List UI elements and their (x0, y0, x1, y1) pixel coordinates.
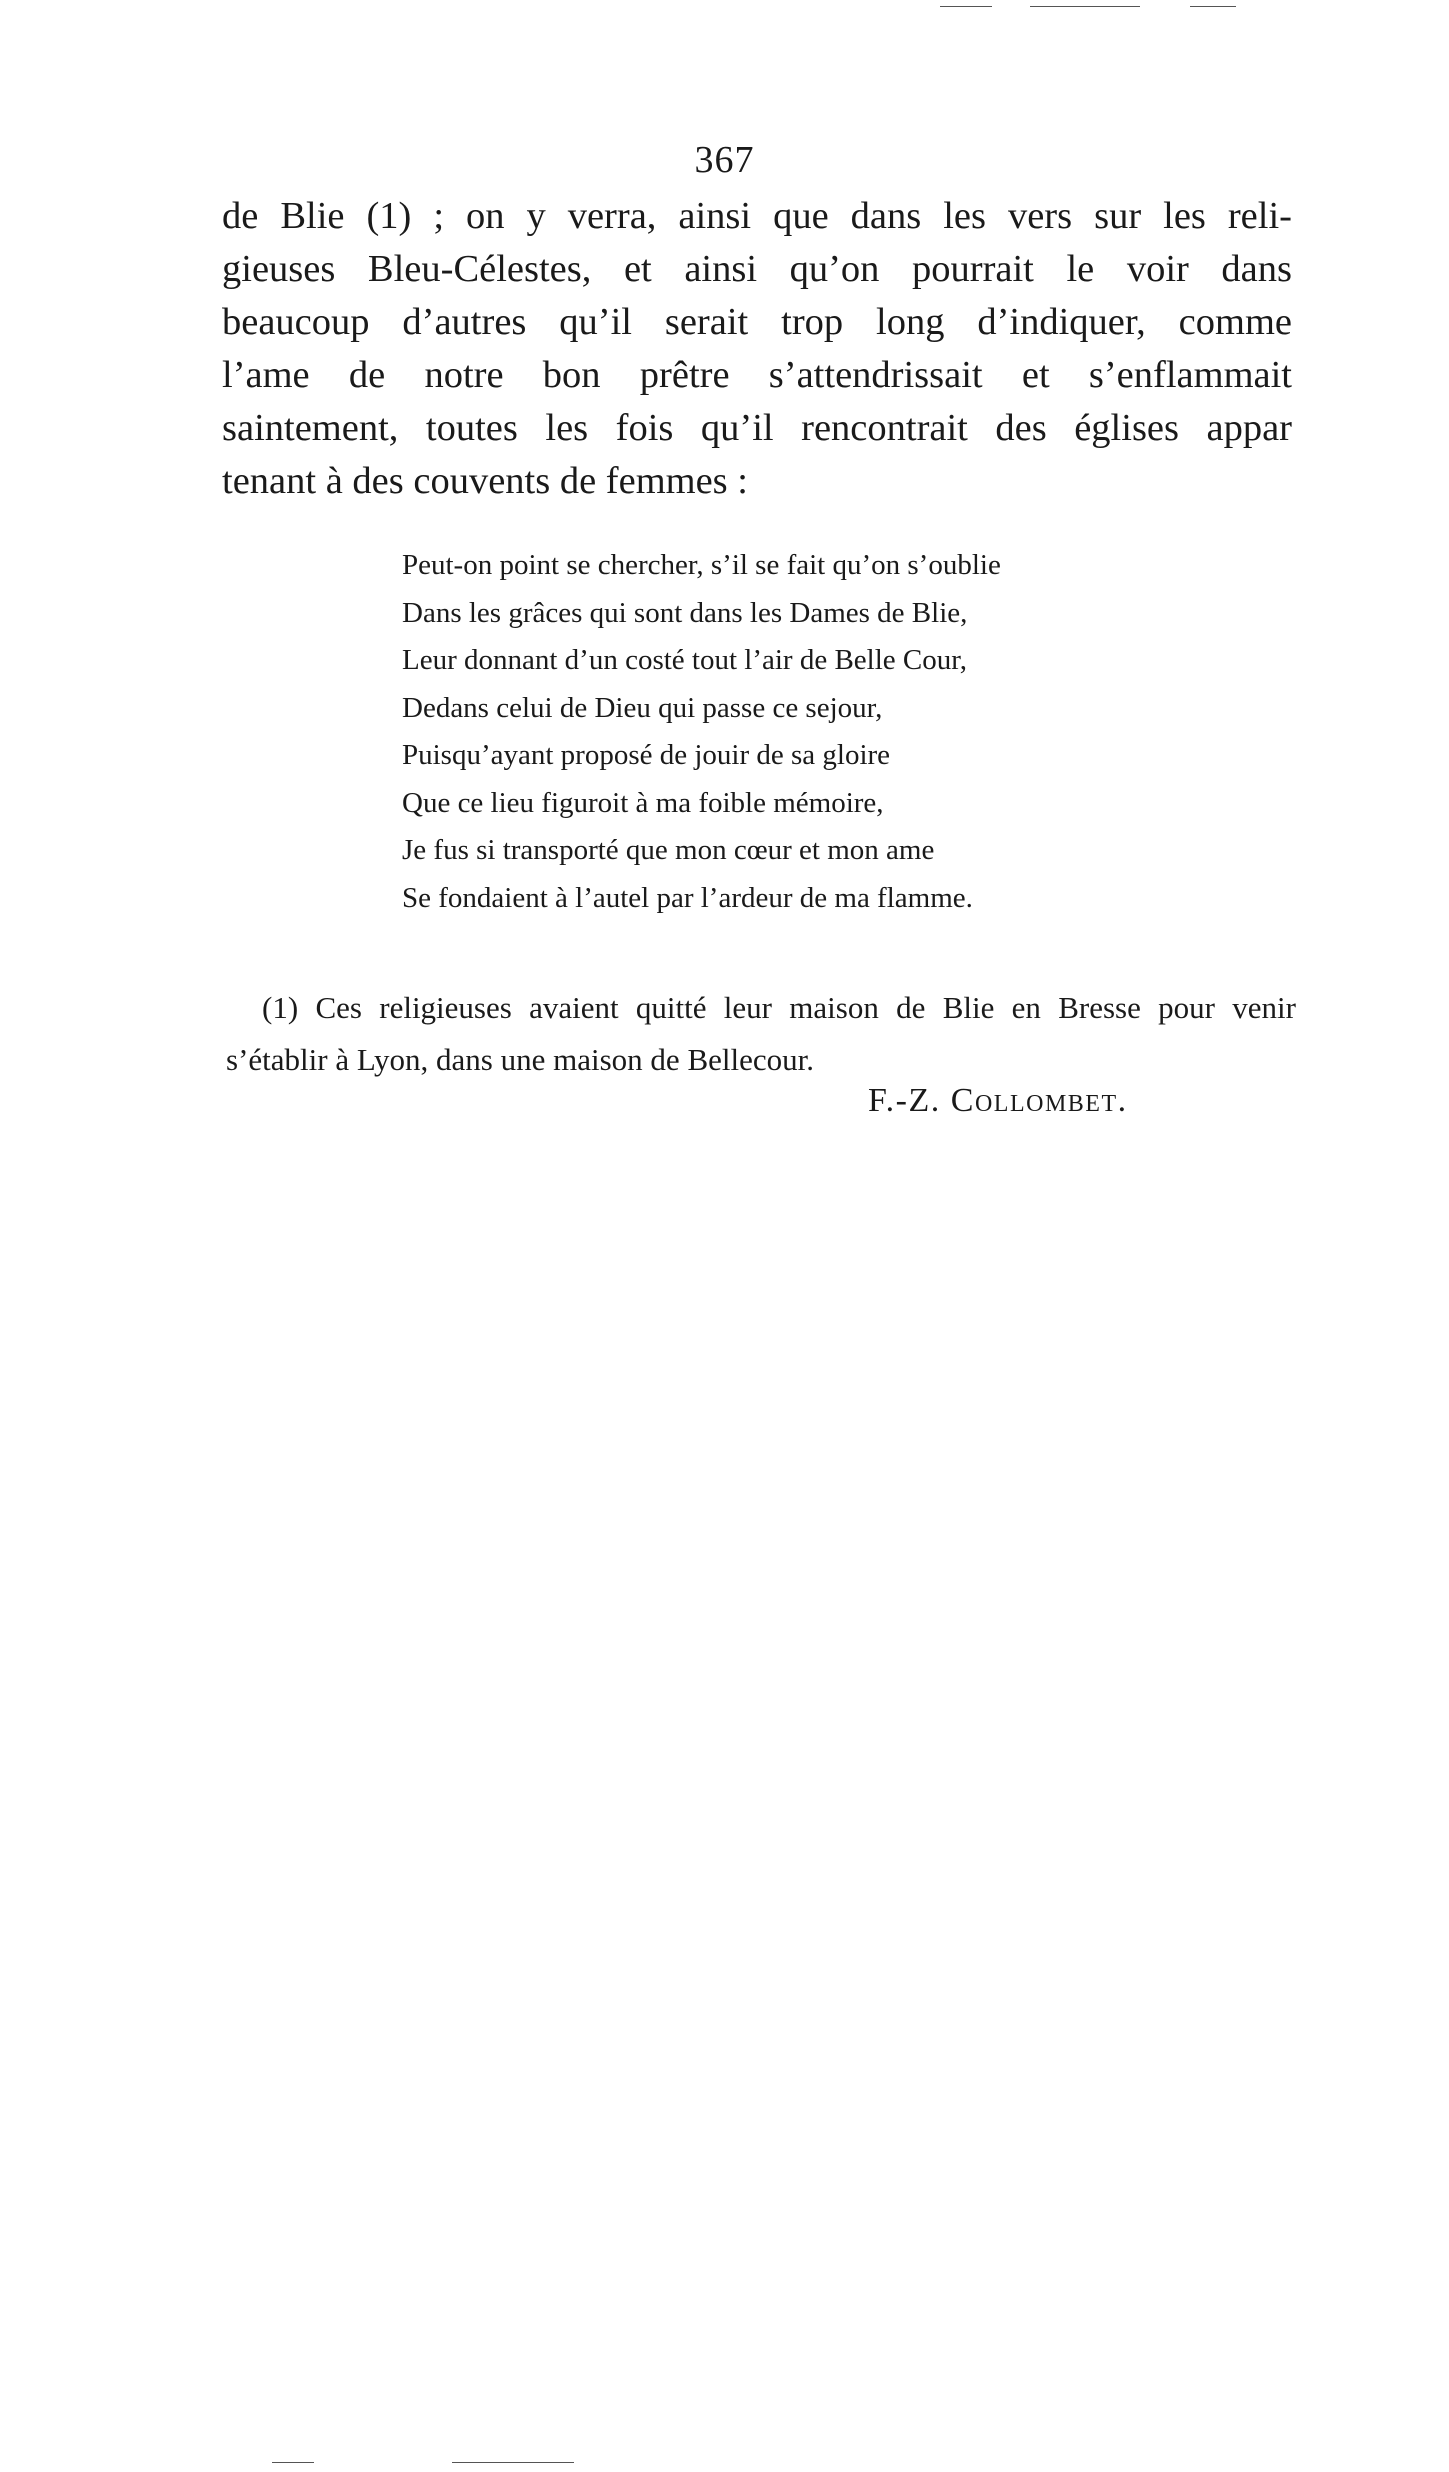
verse-line: Se fondaient à l’autel par l’ardeur de ma flamme. (402, 881, 973, 914)
top-edge-rule (940, 6, 992, 7)
signature-surname: Collombet. (950, 1082, 1128, 1119)
body-paragraph (222, 190, 1292, 508)
bottom-edge-rule (272, 2462, 314, 2463)
verse-line: Dedans celui de Dieu qui passe ce sejour, (402, 691, 883, 724)
bottom-edge-rule (452, 2462, 574, 2463)
verse-line: Je fus si transporté que mon cœur et mon ame (402, 834, 935, 866)
verse-line: Leur donnant d’un costé tout l’air de Belle Cour, (402, 644, 967, 676)
top-edge-rule (1030, 6, 1140, 7)
footnote-line: s’établir à Lyon, dans une maison de Bellecour. (226, 1042, 814, 1077)
verse-line: Dans les grâces qui sont dans les Dames de Blie, (402, 596, 968, 629)
author-signature (868, 1082, 1128, 1120)
body-line: gieuses Bleu-Célestes, et ainsi qu’on pourrait le voir dans (222, 248, 1292, 290)
body-line: l’ame de notre bon prêtre s’attendrissait et s’enflammait (222, 354, 1292, 396)
page-number: 367 (694, 139, 755, 181)
verse-quotation (402, 542, 1122, 922)
signature-initials: F.-Z. (868, 1082, 941, 1119)
verse-line: Puisqu’ayant proposé de jouir de sa gloire (402, 739, 891, 771)
body-line: beaucoup d’autres qu’il serait trop long d’indiquer, comme (222, 301, 1292, 343)
verse-line: Peut-on point se chercher, s’il se fait qu’on s’oublie (402, 549, 1001, 581)
body-line: de Blie (1) ; on y verra, ainsi que dans les vers sur les reli- (222, 195, 1292, 237)
footnote (226, 982, 1296, 1086)
body-line: saintement, toutes les fois qu’il rencontrait des églises appar (222, 407, 1292, 449)
body-line: tenant à des couvents de femmes : (222, 460, 748, 502)
verse-line: Que ce lieu figuroit à ma foible mémoire, (402, 786, 884, 819)
top-edge-rule (1190, 6, 1236, 7)
footnote-line: (1) Ces religieuses avaient quitté leur maison de Blie en Bresse pour venir (262, 990, 1296, 1025)
